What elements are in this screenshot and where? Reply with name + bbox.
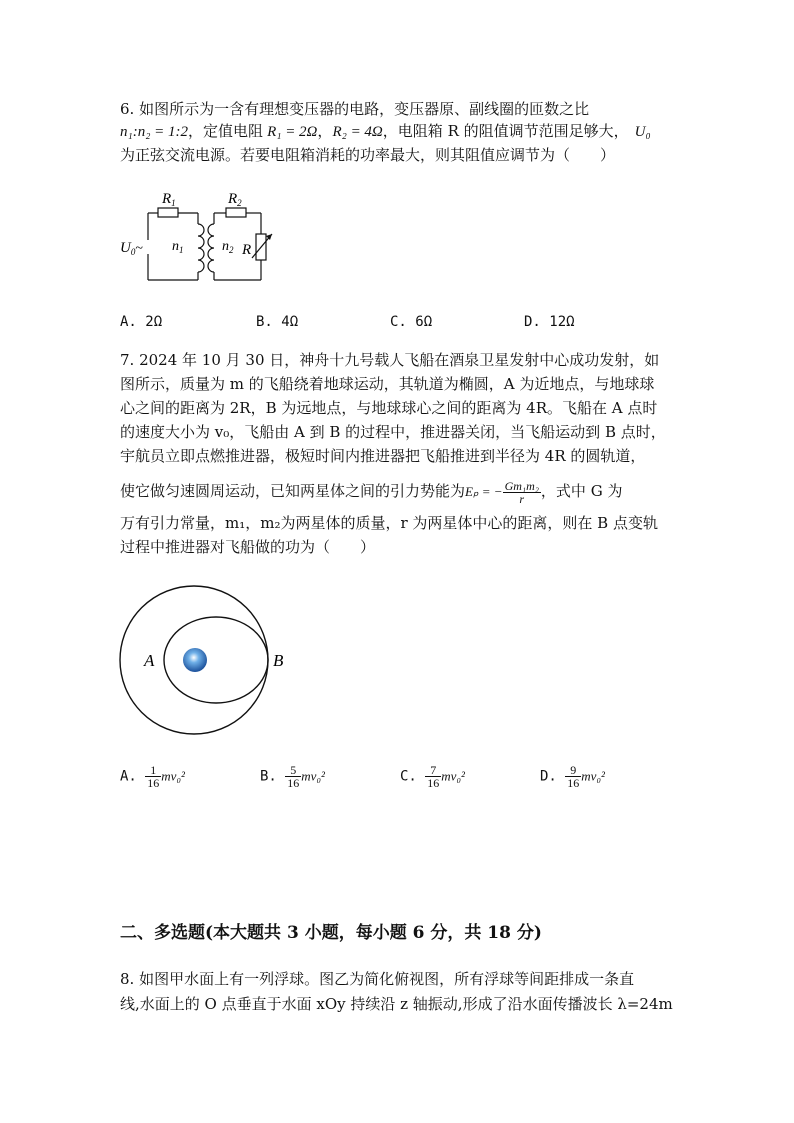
q7-line4: 的速度大小为 v₀，飞船由 A 到 B 的过程中，推进器关闭，当飞船运动到 B 点时， — [120, 423, 666, 441]
section-title-multiple-choice: 二、多选题(本大题共 3 小题，每小题 6 分，共 18 分) — [120, 923, 542, 943]
point-a-label: A — [144, 651, 155, 670]
q7-line2: 图所示，质量为 m 的飞船绕着地球运动，其轨道为椭圆，A 为近地点，与地球球 — [120, 375, 655, 393]
svg-text:n1: $n_1$ — [172, 239, 184, 255]
q8-line1: 8. 如图甲水面上有一列浮球。图乙为简化俯视图，所有浮球等间距排成一条直 — [120, 970, 635, 988]
orbit-diagram — [118, 580, 308, 745]
svg-text:U0~: $U_0\sim$ — [120, 240, 143, 257]
potential-energy-symbol: Eₚ = − — [465, 484, 503, 499]
q7-line1: 7. 2024 年 10 月 30 日，神舟十九号载人飞船在酒泉卫星发射中心成功发射，如 — [120, 351, 660, 369]
r2-resistor — [226, 208, 246, 217]
q6-line1: 6. 如图所示为一含有理想变压器的电路，变压器原、副线圈的匝数之比 — [120, 100, 590, 118]
q7-line6-post: ，式中 G 为 — [540, 482, 623, 500]
q7-line5: 宇航员立即点燃推进器，极短时间内推进器把飞船推进到半径为 4R 的圆轨道， — [120, 447, 646, 465]
q6-line2 — [120, 119, 651, 144]
earth-icon — [183, 648, 207, 672]
q7-option-d[interactable]: D. $\frac{9}{16}$ mv₀² — [540, 763, 605, 790]
q7-line8: 过程中推进器对飞船做的功为（ ） — [120, 538, 376, 556]
q6-u0: U₀ — [634, 124, 651, 140]
potential-energy-fraction: $\frac{\text{Gm₁m₂}}{r}$ — [504, 478, 539, 506]
q8-line2: 线,水面上的 O 点垂直于水面 xOy 持续沿 z 轴振动,形成了沿水面传播波长 λ=24m — [120, 995, 673, 1013]
q6-option-d[interactable]: D. 12Ω — [524, 314, 575, 330]
svg-text:R: R — [242, 242, 252, 258]
q7-option-b[interactable]: B. $\frac{5}{16}$ mv₀² — [260, 763, 325, 790]
elliptical-orbit — [164, 617, 268, 703]
q6-line3: 为正弦交流电源。若要电阻箱消耗的功率最大，则其阻值应调节为（ ） — [120, 146, 616, 164]
q7-option-a[interactable]: A. $\frac{1}{16}$ mv₀² — [120, 763, 185, 790]
q7-option-c[interactable]: C. $\frac{7}{16}$ mv₀² — [400, 763, 465, 790]
transformer-circuit-diagram — [118, 188, 278, 288]
svg-text:R1: $R_1$ — [162, 191, 176, 208]
q7-line3: 心之间的距离为 2R，B 为远地点，与地球球心之间的距离为 4R。飞船在 A 点时 — [120, 399, 658, 417]
q6-line2-end: ，电阻箱 R 的阻值调节范围足够大， — [382, 122, 629, 140]
svg-text:R2: $R_2$ — [228, 191, 242, 208]
q6-option-b[interactable]: B. 4Ω — [256, 314, 299, 330]
q6-option-a[interactable]: A. 2Ω — [120, 314, 163, 330]
q6-option-c[interactable]: C. 6Ω — [390, 314, 433, 330]
r1-resistor — [158, 208, 178, 217]
q6-r1-value: R₁ = 2Ω — [267, 124, 318, 140]
q6-turns-ratio: n₁:n₂ = 1:2 — [120, 124, 189, 140]
primary-coil — [198, 224, 204, 272]
q7-line6 — [120, 479, 622, 505]
q7-line6-pre: 使它做匀速圆周运动，已知两星体之间的引力势能为 — [120, 482, 466, 500]
q6-line2-mid: ，定值电阻 — [188, 122, 264, 140]
q6-r2-value: R₂ = 4Ω — [332, 124, 383, 140]
q6-sep: ， — [317, 122, 333, 140]
svg-text:n2: $n_2$ — [222, 239, 234, 255]
secondary-coil — [208, 224, 214, 272]
point-b-label: B — [273, 651, 284, 670]
q7-line7: 万有引力常量，m₁，m₂为两星体的质量，r 为两星体中心的距离，则在 B 点变轨 — [120, 514, 658, 532]
